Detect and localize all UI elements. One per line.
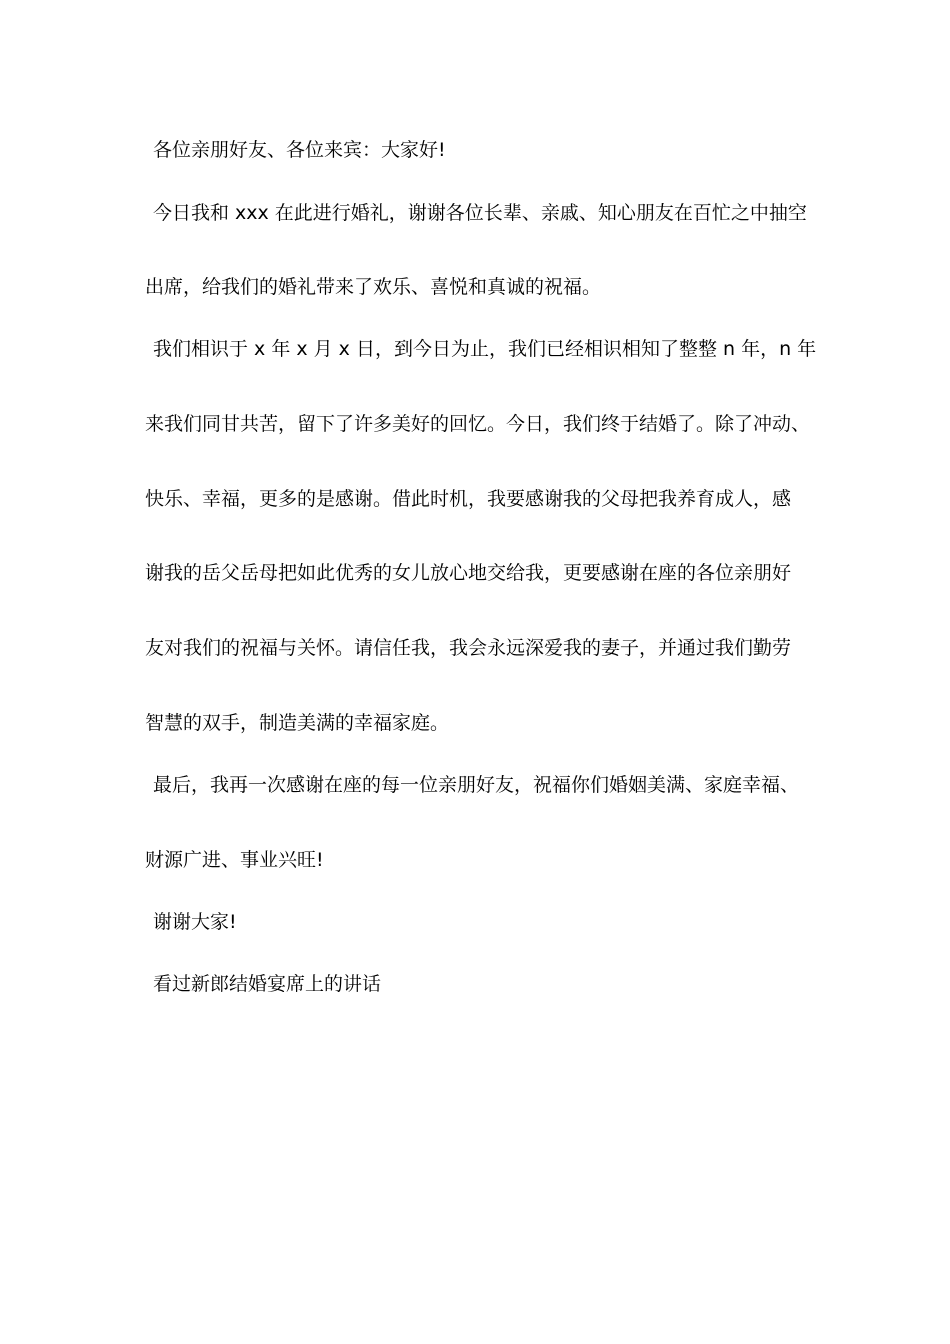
paragraph-1-line-2: 出席，给我们的婚礼带来了欢乐、喜悦和真诚的祝福。 <box>145 276 602 298</box>
paragraph-2-line-1: 我们相识于 x 年 x 月 x 日，到今日为止，我们已经相识相知了整整 n 年，n 年 <box>153 338 817 360</box>
paragraph-2-line-6: 智慧的双手，制造美满的幸福家庭。 <box>145 712 450 734</box>
paragraph-3-line-1: 最后，我再一次感谢在座的每一位亲朋好友，祝福你们婚姻美满、家庭幸福、 <box>153 774 800 796</box>
paragraph-2-line-4: 谢我的岳父岳母把如此优秀的女儿放心地交给我，更要感谢在座的各位亲朋好 <box>145 562 792 584</box>
paragraph-3-line-2: 财源广进、事业兴旺! <box>145 849 324 871</box>
greeting-line: 各位亲朋好友、各位来宾：大家好! <box>153 139 446 161</box>
paragraph-2-line-2: 来我们同甘共苦，留下了许多美好的回忆。今日，我们终于结婚了。除了冲动、 <box>145 413 811 435</box>
paragraph-1-line-1: 今日我和 xxx 在此进行婚礼，谢谢各位长辈、亲戚、知心朋友在百忙之中抽空 <box>153 202 807 224</box>
thanks-line: 谢谢大家! <box>153 911 237 933</box>
paragraph-2-line-3: 快乐、幸福，更多的是感谢。借此时机，我要感谢我的父母把我养育成人，感 <box>145 488 792 510</box>
paragraph-2-line-5: 友对我们的祝福与关怀。请信任我，我会永远深爱我的妻子，并通过我们勤劳 <box>145 637 792 659</box>
footer-title-line: 看过新郎结婚宴席上的讲话 <box>153 973 382 995</box>
